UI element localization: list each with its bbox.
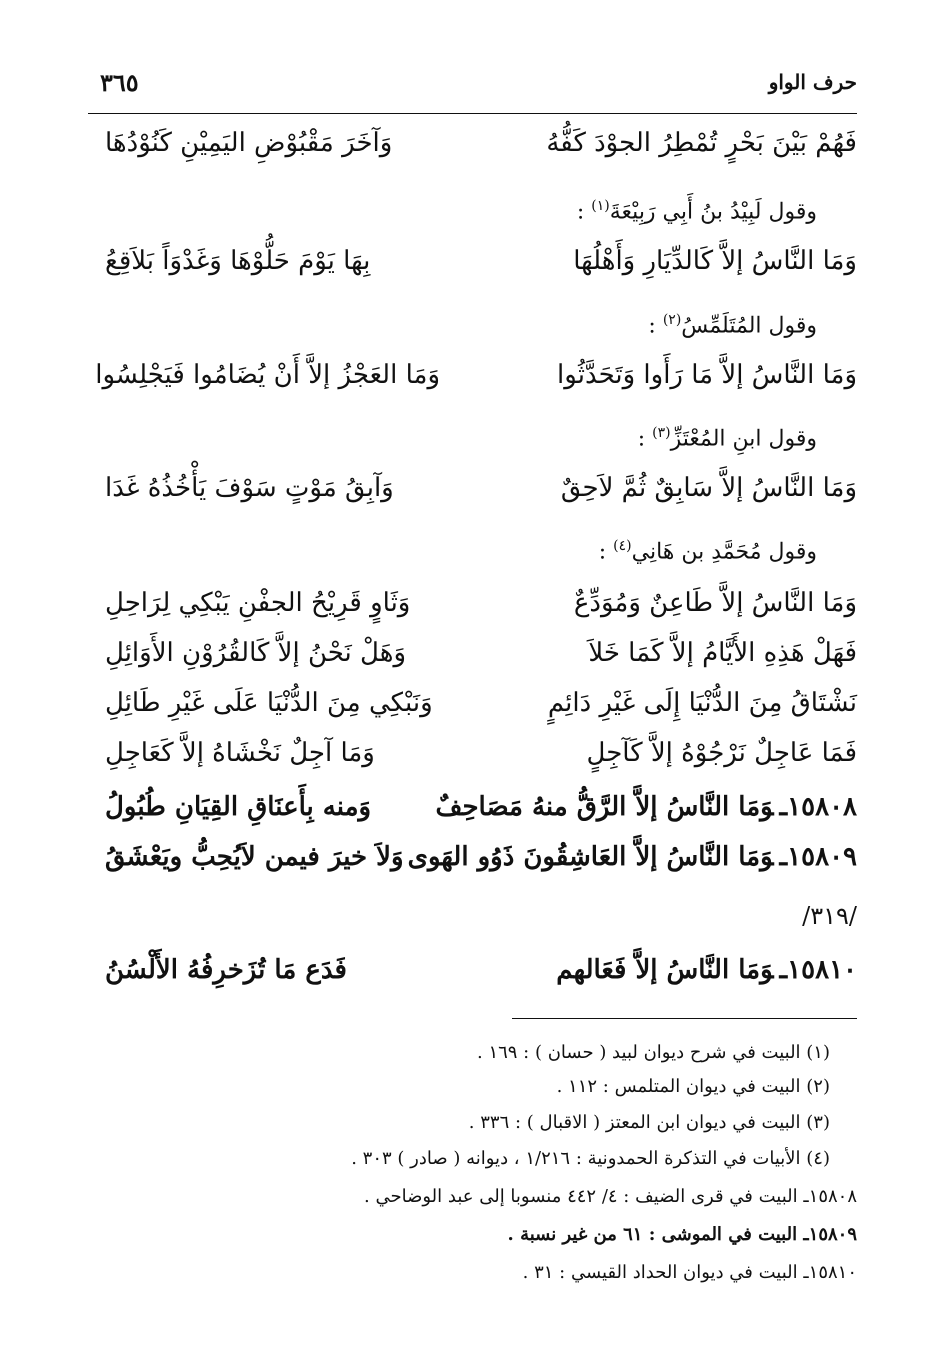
footnote: ١٥٨٠٩ـ البيت في الموشى : ٦١ من غير نسبة . bbox=[507, 1224, 857, 1245]
verse-first-hemistich: ١٥٨٠٨ـوَمَا النَّاسُ إلاَّ الرَّقُّ منهُ مَصَاحِفٌ bbox=[435, 792, 857, 822]
verse-line bbox=[105, 688, 857, 738]
verse-introduction: وقول ابنِ المُعْتَزِّ$^{(٣)}$ : bbox=[637, 425, 817, 452]
footnote-ref: (١) bbox=[591, 198, 610, 214]
verse-first-hemistich: وَمَا النَّاسُ إلاَّ سَابِقٌ ثُمَّ لاَحِقٌ bbox=[560, 473, 857, 503]
page-number: ٣٦٥ bbox=[100, 68, 139, 97]
footnote-ref: (٣) bbox=[652, 425, 671, 441]
verse-second-hemistich: بِهَا يَوْمَ حَلُّوْهَا وَغَدْوَاً بَلاَقِعُ bbox=[105, 246, 371, 276]
verse-second-hemistich: وَلاَ خيرَ فيمن لاَيُحِبُّ ويَعْشَقُ bbox=[105, 842, 404, 872]
numbered-verse-line bbox=[105, 842, 857, 892]
verse-second-hemistich: وَهَلْ نَحْنُ إلاَّ كَالقُرُوْنِ الأَوَائِلِ bbox=[105, 638, 407, 668]
footnote: (٤) الأبيات في التذكرة الحمدونية : ١/٢١٦ ، ديوانه ( صادر ) ٣٠٣ . bbox=[351, 1148, 830, 1169]
verse-introduction: وقول لَبِيْدُ بنُ أَبِي رَبِيْعَةَ$^{(١)}$ : bbox=[576, 198, 817, 225]
verse-first-hemistich: فَمَا عَاجِلٌ نَرْجُوْهُ إلاَّ كَآجِلٍ bbox=[586, 738, 857, 768]
verse-first-hemistich: ١٥٨٠٩ـوَمَا النَّاسُ إلاَّ العَاشِقُونَ ذَوُو الهَوى bbox=[407, 842, 857, 872]
verse-introduction: وقول مُحَمَّدِ بن هَانِي$^{(٤)}$ : bbox=[598, 538, 817, 565]
verse-first-hemistich: وَمَا النَّاسُ إلاَّ مَا رَأَوا وَتَحَدَّثُوا bbox=[557, 360, 857, 390]
footnote-ref: (٢) bbox=[662, 312, 682, 328]
footnote-rule bbox=[512, 1018, 857, 1019]
verse-line bbox=[105, 738, 857, 788]
verse-first-hemistich: فَهُمْ بَيْنَ بَحْرٍ تُمْطِرُ الجوْدَ كَفُّهُ bbox=[546, 128, 857, 158]
header-rule bbox=[88, 113, 857, 114]
verse-line bbox=[105, 473, 857, 523]
footnote: (٣) البيت في ديوان ابن المعتز ( الاقبال ) : ٣٣٦ . bbox=[468, 1112, 830, 1133]
verse-second-hemistich: وَمنه بِأَعنَاقِ القِيَانِ طُبُولُ bbox=[105, 792, 372, 822]
numbered-verse-line bbox=[105, 955, 857, 1005]
verse-line bbox=[105, 246, 857, 296]
verse-first-hemistich: وَمَا النَّاسُ إلاَّ طَاعِنٌ وَمُوَدِّعٌ bbox=[573, 588, 857, 618]
verse-line bbox=[95, 360, 857, 410]
verse-number: ١٥٨١٠ـ bbox=[779, 955, 857, 985]
footnote: ١٥٨٠٨ـ البيت في قرى الضيف : ٤/ ٤٤٢ منسوبا إلى عبد الوضاحي . bbox=[364, 1186, 857, 1207]
page-header bbox=[100, 60, 857, 110]
verse-line bbox=[105, 588, 857, 638]
verse-number: ١٥٨٠٩ـ bbox=[779, 842, 857, 872]
manuscript-page-marker: /٣١٩/ bbox=[802, 902, 857, 930]
footnote: (١) البيت في شرح ديوان لبيد ( حسان ) : ١٦٩ . bbox=[476, 1042, 830, 1063]
verse-second-hemistich: وَثَاوٍ قَرِيْحُ الجفْنِ يَبْكِي لِرَاحِلِ bbox=[105, 588, 411, 618]
verse-second-hemistich: فَدَع مَا تُزَخرِفُهُ الأَلْسُنُ bbox=[105, 955, 347, 985]
verse-line bbox=[105, 128, 857, 178]
chapter-title: حرف الواو bbox=[768, 70, 857, 94]
verse-second-hemistich: وَنَبْكِي مِنَ الدُّنْيَا عَلَى غَيْرِ طَائِلِ bbox=[105, 688, 433, 718]
footnote: ١٥٨١٠ـ البيت في ديوان الحداد القيسي : ٣١ . bbox=[522, 1262, 857, 1283]
verse-first-hemistich: نَشْتَاقُ مِنَ الدُّنْيَا إِلَى غَيْرِ دَائِمٍ bbox=[547, 688, 857, 718]
verse-second-hemistich: وَمَا العَجْزُ إلاَّ أَنْ يُضَامُوا فَيَجْلِسُوا bbox=[95, 360, 440, 390]
footnote: (٢) البيت في ديوان المتلمس : ١١٢ . bbox=[556, 1076, 830, 1097]
verse-second-hemistich: وَمَا آجِلٌ نَخْشَاهُ إلاَّ كَعَاجِلِ bbox=[105, 738, 375, 768]
verse-line bbox=[105, 638, 857, 688]
footnote-ref: (٤) bbox=[613, 538, 632, 554]
verse-number: ١٥٨٠٨ـ bbox=[779, 792, 857, 822]
verse-introduction: وقول المُتَلَمِّسُ$^{(٢)}$ : bbox=[648, 312, 817, 339]
numbered-verse-line bbox=[105, 792, 857, 842]
verse-second-hemistich: وَآبِقُ مَوْتٍ سَوْفَ يَأْخُذُهُ غَدَا bbox=[105, 473, 394, 503]
verse-first-hemistich: وَمَا النَّاسُ إلاَّ كَالدِّيَارِ وَأَهْلُهَا bbox=[573, 246, 857, 276]
verse-second-hemistich: وَآخَرَ مَقْبُوْضِ اليَمِيْنِ كَنُوْدُهَا bbox=[105, 128, 393, 158]
verse-first-hemistich: فَهَلْ هَذِهِ الأَيَّامُ إلاَّ كَمَا خَلاَ bbox=[588, 638, 857, 668]
verse-first-hemistich: ١٥٨١٠ـوَمَا النَّاسُ إلاَّ فَعَالهم bbox=[556, 955, 857, 985]
